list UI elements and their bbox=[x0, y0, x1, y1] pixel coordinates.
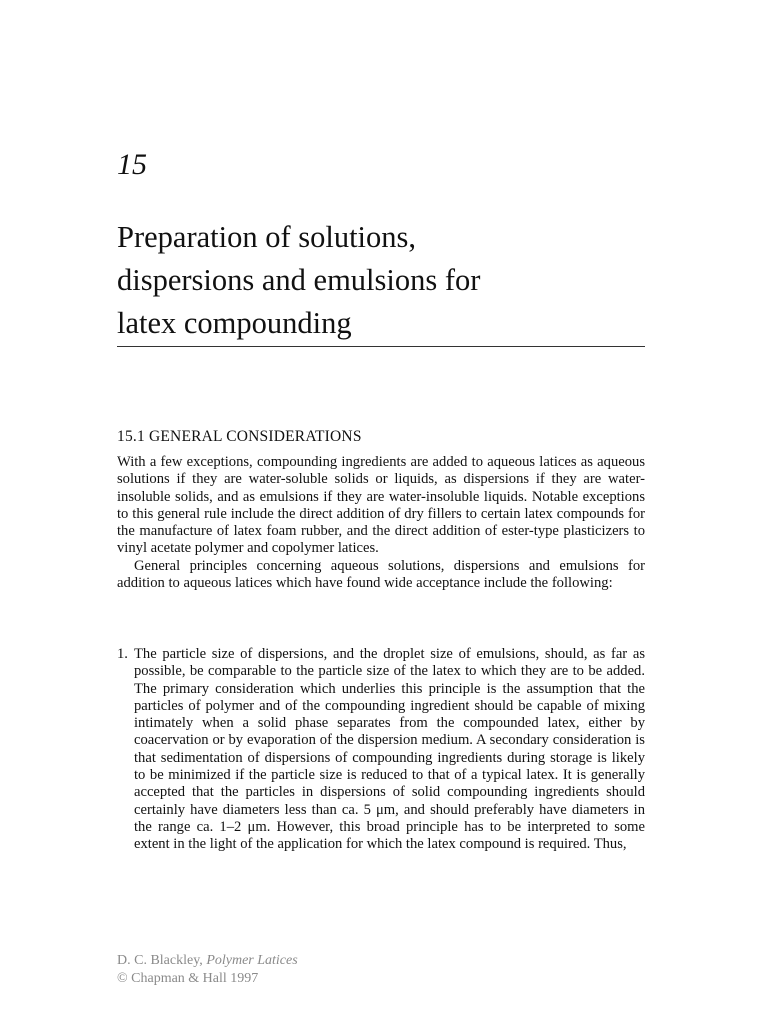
chapter-title-line: latex compounding bbox=[117, 306, 352, 340]
title-rule bbox=[117, 346, 645, 347]
chapter-title-line: dispersions and emulsions for bbox=[117, 263, 481, 297]
list-item bbox=[117, 646, 645, 854]
paragraph: General principles concerning aqueous solutions, dispersions and emulsions for addition to aqueous latices which have found wide acceptance include the following: bbox=[117, 557, 645, 592]
footer bbox=[117, 952, 298, 988]
section-heading: 15.1 GENERAL CONSIDERATIONS bbox=[117, 428, 362, 445]
footer-book-title: Polymer Latices bbox=[206, 953, 298, 968]
chapter-title-line: Preparation of solutions, bbox=[117, 220, 417, 254]
footer-copyright: © Chapman & Hall 1997 bbox=[117, 971, 259, 986]
chapter-number: 15 bbox=[117, 148, 147, 181]
principles-list bbox=[117, 646, 645, 854]
list-item-number: 1. bbox=[117, 646, 128, 662]
section-body bbox=[117, 454, 645, 592]
footer-citation bbox=[117, 952, 298, 970]
paragraph: With a few exceptions, compounding ingredients are added to aqueous latices as aqueous solutions if they are water-soluble solids or liquids, as dispersions if they are water-insoluble solids, and as emulsions if they are water-insoluble liquids. Notable exceptions to this general rule include the direct addition of dry fillers to certain latex compounds for the manufacture of latex foam rubber, and the direct addition of ester-type plasticizers to vinyl acetate polymer and copolymer latices. bbox=[117, 454, 645, 557]
list-item-text: The particle size of dispersions, and the droplet size of emulsions, should, as far as possible, be comparable to the particle size of the latex to which they are to be added. The primary consideration which underlies this principle is the assumption that the particles of polymer and of the compounding ingredient should be capable of mixing intimately when a solid phase separates from the compounded latex, either by coacervation or by evaporation of the dispersion medium. A secondary consideration is that sedimentation of dispersions of compounding ingredients during storage is likely to be minimized if the particle size is reduced to that of a typical latex. It is generally accepted that the particles in dispersions of solid compounding ingredients should certainly have diameters less than ca. 5 μm, and should preferably have diameters in the range ca. 1–2 μm. However, this broad principle has to be interpreted to some extent in the light of the application for which the latex compound is required. Thus, bbox=[134, 646, 645, 853]
chapter-title bbox=[117, 216, 647, 345]
footer-author: D. C. Blackley, bbox=[117, 953, 207, 968]
